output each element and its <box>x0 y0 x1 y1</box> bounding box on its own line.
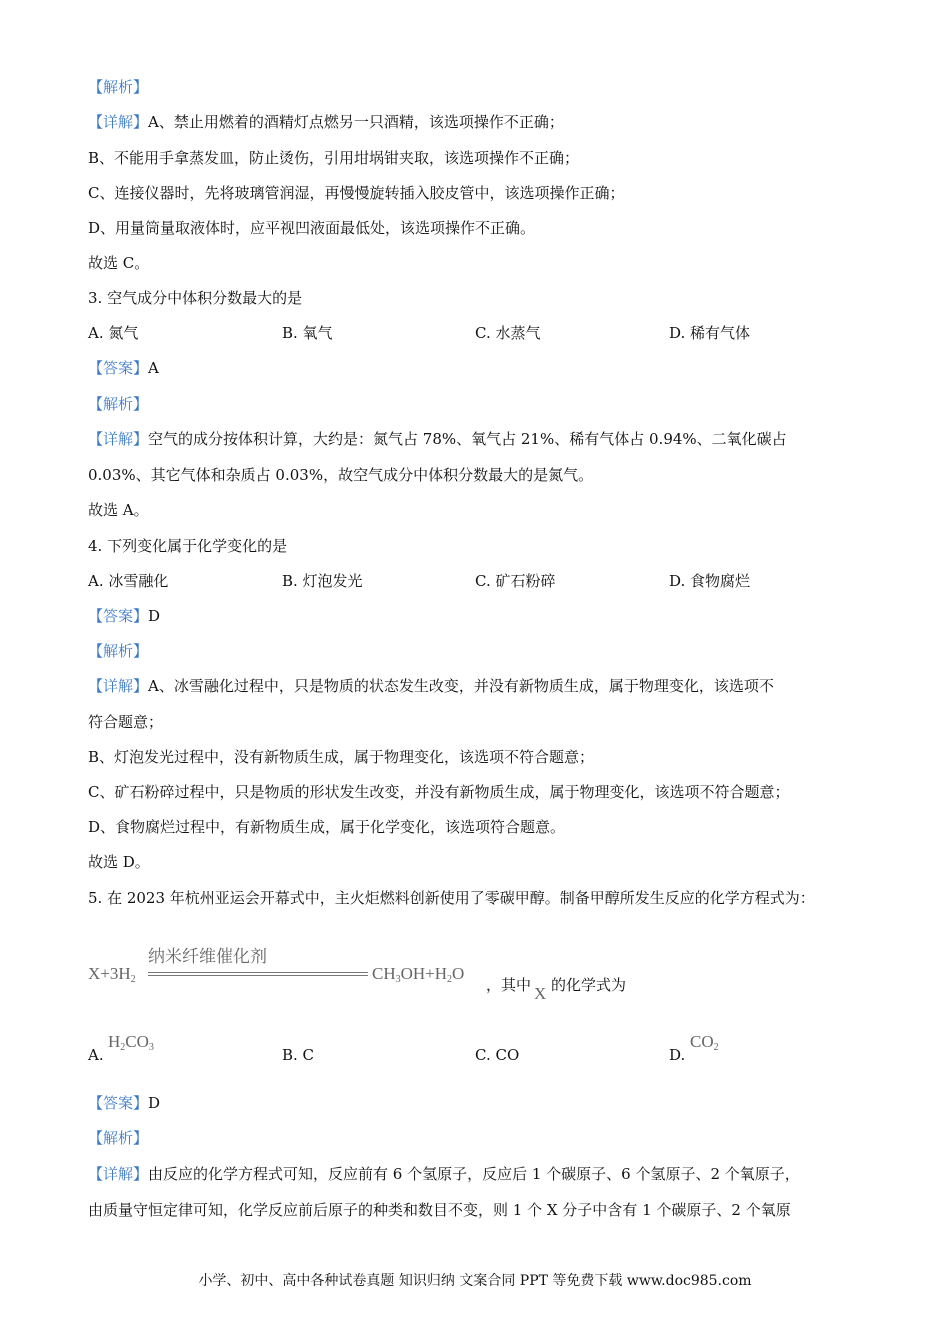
detail-line: C、连接仪器时，先将玻璃管润湿，再慢慢旋转插入胶皮管中，该选项操作正确； <box>88 184 625 202</box>
detail-line: 由质量守恒定律可知，化学反应前后原子的种类和数目不变，则 1 个 X 分子中含有 1 个碳原子、2 个氧原 <box>88 1201 791 1219</box>
detail-line: C、矿石粉碎过程中，只是物质的形状发生改变，并没有新物质生成，属于物理变化，该选项不符合题意； <box>88 783 790 801</box>
detail-tag: 【详解】 <box>88 677 149 695</box>
option-a: A. 冰雪融化 <box>88 572 169 590</box>
detail-text: A、冰雪融化过程中，只是物质的状态发生改变，并没有新物质生成，属于物理变化，该选项不 <box>148 677 774 695</box>
detail-line <box>88 676 870 696</box>
variable-x: X <box>534 984 547 1003</box>
option-b: B. 氧气 <box>282 324 333 342</box>
detail-line: B、不能用手拿蒸发皿，防止烫伤，引用坩埚钳夹取，该选项操作不正确； <box>88 149 580 167</box>
page-footer: 小学、初中、高中各种试卷真题 知识归纳 文案合同 PPT 等免费下载 www.doc985.com <box>198 1273 752 1289</box>
option-d-formula: $CO_2$ <box>690 1032 719 1053</box>
conclusion: 故选 D。 <box>88 853 150 871</box>
answer-line <box>88 606 870 626</box>
answer-tag: 【答案】 <box>88 359 149 377</box>
analysis-tag: 【解析】 <box>88 78 149 96</box>
equation-tail: ，其中 <box>486 976 532 994</box>
detail-line <box>88 429 870 449</box>
answer-value: A <box>148 359 159 377</box>
detail-line: D、用量筒量取液体时，应平视凹液面最低处，该选项操作不正确。 <box>88 219 536 237</box>
analysis-tag: 【解析】 <box>88 642 149 660</box>
detail-text: A、禁止用燃着的酒精灯点燃另一只酒精，该选项操作不正确； <box>148 113 564 131</box>
detail-line: 符合题意； <box>88 713 164 731</box>
equation-left: $X+3H_2$ <box>88 964 136 985</box>
option-c: C. 矿石粉碎 <box>475 572 556 590</box>
detail-tag: 【详解】 <box>88 113 149 131</box>
detail-line <box>88 1164 870 1184</box>
detail-line: D、食物腐烂过程中，有新物质生成，属于化学变化，该选项符合题意。 <box>88 818 566 836</box>
detail-text: 空气的成分按体积计算，大约是：氮气占 78%、氧气占 21%、稀有气体占 0.94%、二氧化碳占 <box>148 430 787 448</box>
option-d: D. 稀有气体 <box>669 324 751 342</box>
option-d: D. <box>669 1046 686 1064</box>
conclusion: 故选 A。 <box>88 501 149 519</box>
answer-value: D <box>148 1094 161 1112</box>
detail-line: 0.03%、其它气体和杂质占 0.03%，故空气成分中体积分数最大的是氮气。 <box>88 466 594 484</box>
equation-right: $CH_3OH+H_2O$ <box>372 964 465 985</box>
option-d: D. 食物腐烂 <box>669 572 751 590</box>
detail-line: B、灯泡发光过程中，没有新物质生成，属于物理变化，该选项不符合题意； <box>88 748 595 766</box>
equals-line-bottom <box>148 975 368 976</box>
question-3: 3. 空气成分中体积分数最大的是 <box>88 289 303 307</box>
option-c: C. CO <box>475 1046 520 1064</box>
detail-tag: 【详解】 <box>88 1165 149 1183</box>
chemical-equation <box>88 942 788 1002</box>
option-c: C. 水蒸气 <box>475 324 541 342</box>
answer-line <box>88 1093 870 1113</box>
answer-line <box>88 358 870 378</box>
analysis-tag: 【解析】 <box>88 395 149 413</box>
option-b: B. 灯泡发光 <box>282 572 363 590</box>
conclusion: 故选 C。 <box>88 254 150 272</box>
catalyst-label: 纳米纤维催化剂 <box>148 947 267 967</box>
option-b: B. C <box>282 1046 315 1064</box>
analysis-tag: 【解析】 <box>88 1129 149 1147</box>
option-a: A. <box>88 1046 104 1064</box>
equation-tail-2: 的化学式为 <box>551 976 627 994</box>
detail-tag: 【详解】 <box>88 430 149 448</box>
detail-line <box>88 112 870 132</box>
answer-tag: 【答案】 <box>88 1094 149 1112</box>
option-a-formula: $H_2CO_3$ <box>108 1032 154 1053</box>
equals-line-top <box>148 972 368 973</box>
answer-value: D <box>148 607 161 625</box>
detail-text: 由反应的化学方程式可知，反应前有 6 个氢原子，反应后 1 个碳原子、6 个氢原子、2 个氧原子， <box>148 1165 800 1183</box>
option-a: A. 氮气 <box>88 324 139 342</box>
question-4: 4. 下列变化属于化学变化的是 <box>88 537 288 555</box>
question-5: 5. 在 2023 年杭州亚运会开幕式中，主火炬燃料创新使用了零碳甲醇。制备甲醇所发生反应的化学方程式为： <box>88 889 815 907</box>
answer-tag: 【答案】 <box>88 607 149 625</box>
